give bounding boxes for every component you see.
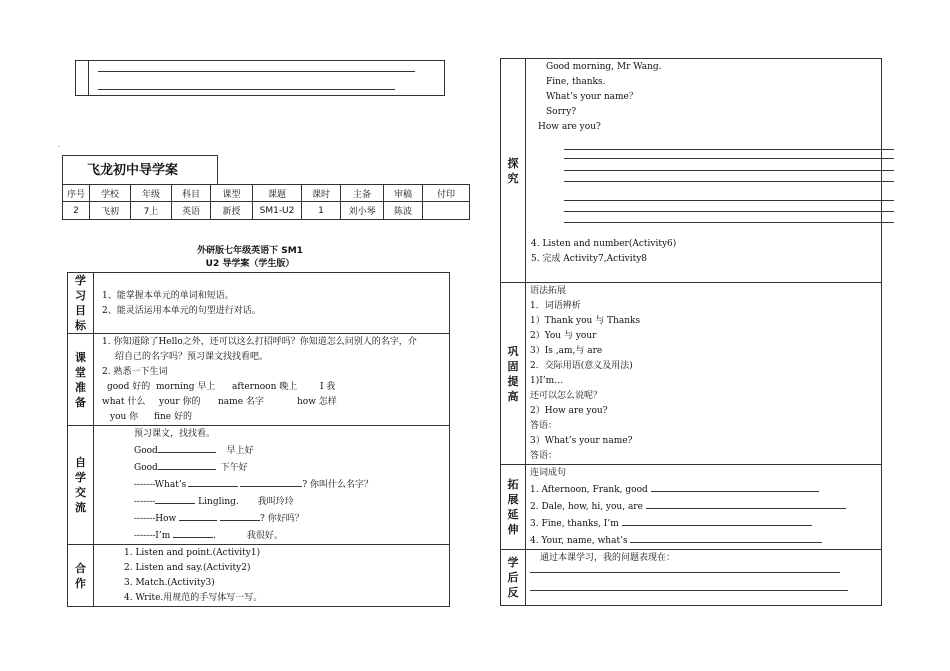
right-section-table [500, 58, 882, 606]
extend-item [530, 532, 877, 549]
writing-line[interactable] [98, 89, 395, 90]
fill-text: -------What’s [134, 480, 187, 490]
doc-subtitle: U2 导学案（学生版） [205, 259, 295, 269]
extend-content [526, 465, 882, 550]
blank[interactable] [179, 510, 217, 521]
cell-value: 刘小琴 [341, 202, 384, 220]
vocab-word: your 你的 [159, 397, 201, 407]
label-text: 合作 [75, 561, 86, 590]
vocab-word: what 什么 [102, 397, 146, 407]
col-header: 课型 [211, 185, 253, 202]
vocab-word: good 好的 [107, 382, 151, 392]
section-label-self-study [68, 426, 94, 545]
prep-item: 2. 熟悉一下生词 [102, 367, 168, 377]
extend-text: 2. Dale, how, hi, you, are [530, 502, 643, 512]
col-header: 学校 [90, 185, 131, 202]
box-divider [88, 61, 90, 95]
label-text: 学习目标 [75, 274, 86, 332]
writing-line[interactable] [530, 572, 840, 573]
cell-value: 1 [302, 202, 341, 220]
label-text: 自学交流 [75, 456, 86, 514]
vocab-row [102, 395, 445, 410]
label-text: 课堂准备 [75, 350, 86, 409]
fill-text: 我叫玲玲 [257, 497, 294, 507]
col-header: 付印 [423, 185, 470, 202]
blank[interactable] [173, 527, 213, 538]
cell-value: 飞初 [90, 202, 131, 220]
fill-text: 我很好。 [246, 531, 283, 541]
vocab-word: morning 早上 [156, 382, 216, 392]
answer-blank[interactable] [630, 532, 822, 543]
prep-content [94, 334, 450, 426]
vocab-word: name 名字 [218, 397, 264, 407]
reflect-prompt: 通过本课学习，我的问题表现在： [540, 553, 676, 563]
label-text: 巩固提高 [507, 344, 519, 403]
doc-title: 外研版七年级英语下 SM1 [197, 246, 303, 256]
col-header: 主备 [341, 185, 384, 202]
vocab-word: afternoon 晚上 [232, 382, 298, 392]
section-label-extend [501, 465, 526, 550]
extend-text: 1. Afternoon, Frank, good [530, 485, 648, 495]
col-header: 年级 [131, 185, 172, 202]
label-text: 学后反 [507, 556, 519, 599]
dialogue-line: What’s your name？ [546, 92, 638, 102]
fill-text: ? 你叫什么名字？ [302, 480, 373, 490]
writing-lines [546, 135, 877, 237]
school-title: 飞龙初中导学案 [62, 155, 218, 185]
answer-blank[interactable] [622, 515, 812, 526]
fill-text: Good [134, 446, 158, 456]
fill-text: . [213, 531, 216, 541]
dialogue-line: Fine, thanks. [546, 77, 606, 87]
coop-item: 3. Match.(Activity3) [124, 578, 215, 588]
vocab-row [102, 380, 445, 395]
goals-content [94, 273, 450, 334]
consolidate-content [526, 283, 882, 465]
blank[interactable] [158, 442, 216, 453]
writing-line[interactable] [564, 222, 894, 223]
stray-dot: . [58, 142, 60, 149]
dialogue-line: How are you? [538, 122, 601, 132]
fill-text: 下午好 [220, 463, 248, 473]
label-text: 探究 [507, 156, 519, 185]
cell-value [423, 202, 470, 220]
cell-value: 英语 [172, 202, 211, 220]
consolidate-line: 还可以怎么说呢？ [530, 391, 603, 401]
fill-text: -------I’m [134, 531, 171, 541]
consolidate-line: 1．词语辨析 [530, 301, 581, 311]
consolidate-line: 答语： [530, 421, 558, 431]
extend-text: 4. Your, name, what’s [530, 536, 628, 546]
vocab-word: I 我 [320, 382, 336, 392]
fill-line [134, 493, 445, 510]
col-header: 序号 [63, 185, 90, 202]
section-label-reflect [501, 550, 526, 606]
answer-blank[interactable] [646, 498, 846, 509]
self-study-content [94, 426, 450, 545]
coop-item: 4. Write.用规范的手写体写一写。 [124, 593, 263, 603]
writing-lines-box [75, 60, 445, 96]
cell-value: 2 [63, 202, 90, 220]
writing-line[interactable] [98, 71, 415, 72]
dialogue-line: Sorry? [546, 107, 577, 117]
fill-line [134, 476, 445, 493]
fill-line [134, 510, 445, 527]
fill-text: 早上好 [226, 446, 254, 456]
writing-line[interactable] [564, 200, 894, 201]
blank[interactable] [240, 476, 302, 487]
fill-text: ? 你好吗？ [260, 514, 304, 524]
self-intro: 预习课文，找找看。 [134, 429, 216, 439]
consolidate-line: 1)I’m… [530, 376, 564, 386]
vocab-word: how 怎样 [297, 397, 337, 407]
writing-line[interactable] [564, 181, 894, 182]
cooperate-content [94, 545, 450, 607]
writing-line[interactable] [564, 170, 894, 171]
blank[interactable] [188, 476, 238, 487]
writing-line[interactable] [564, 211, 894, 212]
extend-intro: 连词成句 [530, 468, 567, 478]
cell-value: 新授 [211, 202, 253, 220]
cell-value: SM1-U2 [253, 202, 302, 220]
blank[interactable] [220, 510, 260, 521]
fill-text: -------How [134, 514, 177, 524]
answer-blank[interactable] [651, 481, 819, 492]
coop-item: 1. Listen and point.(Activity1) [124, 548, 261, 558]
explore-item: 4. Listen and number(Activity6) [531, 239, 677, 249]
coop-item: 2. Listen and say.(Activity2) [124, 563, 251, 573]
consolidate-line: 3）What’s your name? [530, 436, 633, 446]
consolidate-line: 2）How are you? [530, 406, 608, 416]
extend-item [530, 481, 877, 498]
consolidate-line: 2）You 与 your [530, 331, 597, 341]
goal-item: 2、能灵活运用本单元的句型进行对话。 [102, 306, 261, 316]
left-section-table [67, 272, 450, 607]
extend-item [530, 498, 877, 515]
fill-text: Good [134, 463, 158, 473]
col-header: 科目 [172, 185, 211, 202]
dialogue-line: Good morning, Mr Wang. [546, 62, 662, 72]
blank[interactable] [155, 493, 195, 504]
explore-content [526, 59, 882, 283]
fill-text: ------- [134, 497, 156, 507]
writing-line[interactable] [530, 590, 848, 591]
section-label-explore [501, 59, 526, 283]
vocab-word: fine 好的 [154, 412, 192, 422]
writing-line[interactable] [564, 149, 894, 150]
consolidate-line: 1）Thank you 与 Thanks [530, 316, 641, 326]
fill-line [134, 442, 445, 459]
writing-line[interactable] [564, 158, 894, 159]
section-label-prep [68, 334, 94, 426]
col-header: 审稿 [384, 185, 423, 202]
fill-line [134, 459, 445, 476]
col-header: 课时 [302, 185, 341, 202]
section-label-goals [68, 273, 94, 334]
section-label-consolidate [501, 283, 526, 465]
blank[interactable] [158, 459, 216, 470]
consolidate-line: 语法拓展 [530, 286, 567, 296]
explore-item: 5. 完成 Activity7,Activity8 [531, 254, 648, 264]
cell-value: 7上 [131, 202, 172, 220]
section-label-cooperate [68, 545, 94, 607]
col-header: 课题 [253, 185, 302, 202]
reflect-lines [530, 566, 877, 596]
vocab-word: you 你 [110, 412, 139, 422]
label-text: 拓展延伸 [507, 478, 519, 536]
prep-item-cont: 绍自己的名字吗？预习课文找找看吧。 [115, 352, 269, 362]
consolidate-line: 答语： [530, 451, 558, 461]
fill-line [134, 527, 445, 544]
goal-item: 1、能掌握本单元的单词和短语。 [102, 291, 234, 301]
info-table [62, 184, 470, 220]
vocab-row [102, 410, 445, 425]
consolidate-line: 2．交际用语(意义及用法) [530, 361, 633, 371]
reflect-content [526, 550, 882, 606]
prep-item: 1. 你知道除了Hello之外，还可以这么打招呼吗？你知道怎么问别人的名字，介 [102, 337, 417, 347]
cell-value: 陈波 [384, 202, 423, 220]
fill-text: Lingling. [198, 497, 239, 507]
extend-item [530, 515, 877, 532]
extend-text: 3. Fine, thanks, I’m [530, 519, 619, 529]
consolidate-line: 3）Is ,am,与 are [530, 346, 603, 356]
